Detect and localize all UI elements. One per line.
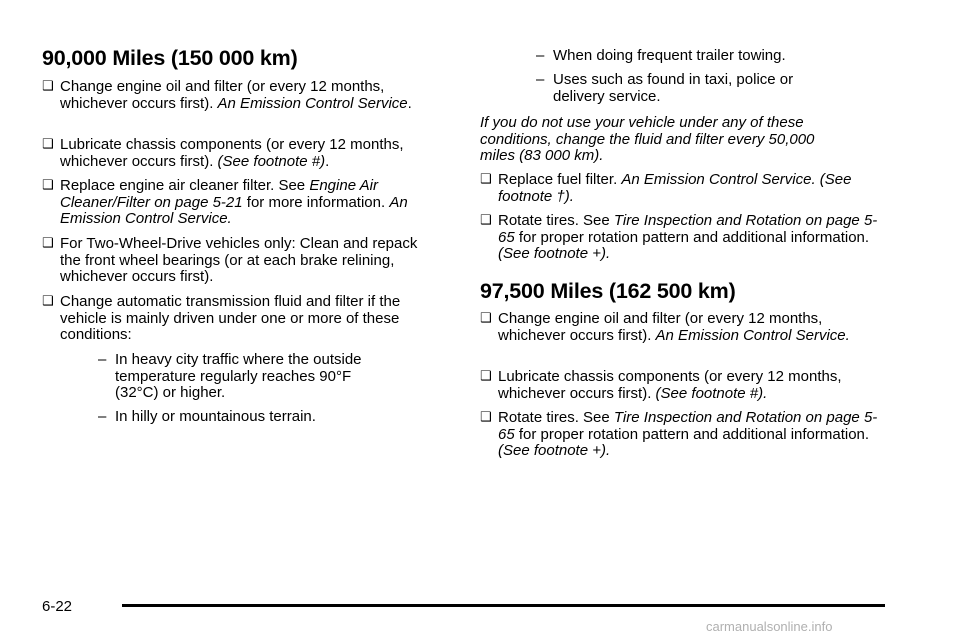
text-segment: Rotate tires. See — [498, 212, 614, 229]
italic-reference: An Emission Control Service. — [60, 193, 408, 227]
condition-text: In hilly or mountainous terrain. — [115, 408, 316, 425]
checkbox-icon: ❑ — [480, 410, 492, 425]
text-segment: For Two-Wheel-Drive vehicles only: Clean and repack the front wheel bearings (or at each brake relining, whichever occurs first). — [60, 235, 418, 285]
italic-reference: An Emission Control Service. — [655, 326, 850, 344]
italic-reference: (See footnote +). — [498, 245, 611, 262]
dash-bullet: – — [98, 408, 107, 425]
dash-bullet: – — [536, 47, 545, 64]
item-text — [498, 410, 880, 460]
condition-text: Uses such as found in taxi, police or delivery service. — [553, 71, 794, 105]
text-segment: for proper rotation pattern and additional information. — [514, 228, 870, 246]
italic-reference: (See footnote #) — [217, 152, 326, 170]
text-segment: . — [407, 94, 412, 112]
checkbox-icon: ❑ — [42, 178, 54, 193]
condition-text: When doing frequent trailer towing. — [553, 47, 786, 64]
text-segment: Rotate tires. See — [498, 409, 614, 426]
maintenance-item — [480, 172, 880, 205]
text-segment: Change engine oil and filter (or every 12 months, whichever occurs first). — [498, 310, 823, 344]
maintenance-item — [42, 178, 442, 228]
italic-reference: An Emission Control Service. (See footnote †). — [498, 171, 852, 205]
page-number: 6-22 — [42, 598, 73, 615]
text-segment: Change automatic transmission fluid and filter if the vehicle is mainly driven under one or more of these conditions: — [60, 293, 401, 343]
maintenance-item — [480, 311, 880, 344]
maintenance-item — [42, 236, 442, 286]
checkbox-icon: ❑ — [480, 213, 492, 228]
checkbox-icon: ❑ — [42, 137, 54, 152]
item-text — [498, 172, 880, 205]
condition-text: In heavy city traffic where the outside temperature regularly reaches 90°F (32°C) or higher. — [115, 351, 362, 401]
checkbox-icon: ❑ — [480, 172, 492, 187]
italic-reference: Engine Air Cleaner/Filter on page 5-21 — [60, 177, 378, 211]
section-heading-90000: 90,000 Miles (150 000 km) — [42, 46, 298, 70]
maintenance-item — [480, 213, 880, 263]
dash-bullet: – — [98, 351, 107, 368]
text-segment: Change engine oil and filter (or every 12 months, whichever occurs first). — [60, 78, 385, 112]
item-text — [498, 369, 880, 402]
text-segment: Lubricate chassis components (or every 12 months, whichever occurs first). — [498, 368, 842, 402]
maintenance-item — [480, 369, 880, 402]
italic-reference: Tire Inspection and Rotation on page 5-65 — [498, 212, 878, 246]
condition-item — [536, 48, 836, 65]
checkbox-icon: ❑ — [42, 79, 54, 94]
italic-reference: (See footnote #). — [655, 384, 768, 402]
italic-reference: Tire Inspection and Rotation on page 5-65 — [498, 409, 878, 443]
text-segment: Lubricate chassis components (or every 12 months, whichever occurs first). — [60, 136, 404, 170]
condition-item — [98, 409, 398, 426]
maintenance-item — [42, 294, 442, 344]
text-segment: . — [325, 152, 330, 170]
condition-item — [98, 352, 398, 402]
text-segment: Replace fuel filter. — [498, 171, 622, 188]
section-heading-97500: 97,500 Miles (162 500 km) — [480, 279, 736, 303]
watermark: carmanualsonline.info — [706, 619, 833, 634]
item-text — [498, 311, 880, 344]
fluid-change-note: If you do not use your vehicle under any of these conditions, change the fluid and filter every 50,000 miles (83 000 km). — [480, 114, 815, 164]
item-text — [498, 213, 880, 263]
dash-bullet: – — [536, 71, 545, 88]
item-text — [60, 137, 442, 170]
checkbox-icon: ❑ — [480, 369, 492, 384]
condition-item — [536, 72, 836, 105]
item-text — [60, 236, 442, 286]
item-text — [60, 294, 442, 344]
checkbox-icon: ❑ — [42, 236, 54, 251]
checkbox-icon: ❑ — [42, 294, 54, 309]
text-segment: Replace engine air cleaner filter. See — [60, 177, 310, 194]
text-segment: for more information. — [242, 193, 390, 211]
maintenance-item — [42, 79, 442, 112]
footer-rule — [122, 604, 885, 607]
item-text — [60, 79, 442, 112]
item-text — [60, 178, 442, 228]
checkbox-icon: ❑ — [480, 311, 492, 326]
text-segment: for proper rotation pattern and additional information. — [514, 425, 870, 443]
maintenance-item — [42, 137, 442, 170]
maintenance-item — [480, 410, 880, 460]
italic-reference: (See footnote +). — [498, 442, 611, 459]
italic-reference: An Emission Control Service — [217, 94, 408, 112]
